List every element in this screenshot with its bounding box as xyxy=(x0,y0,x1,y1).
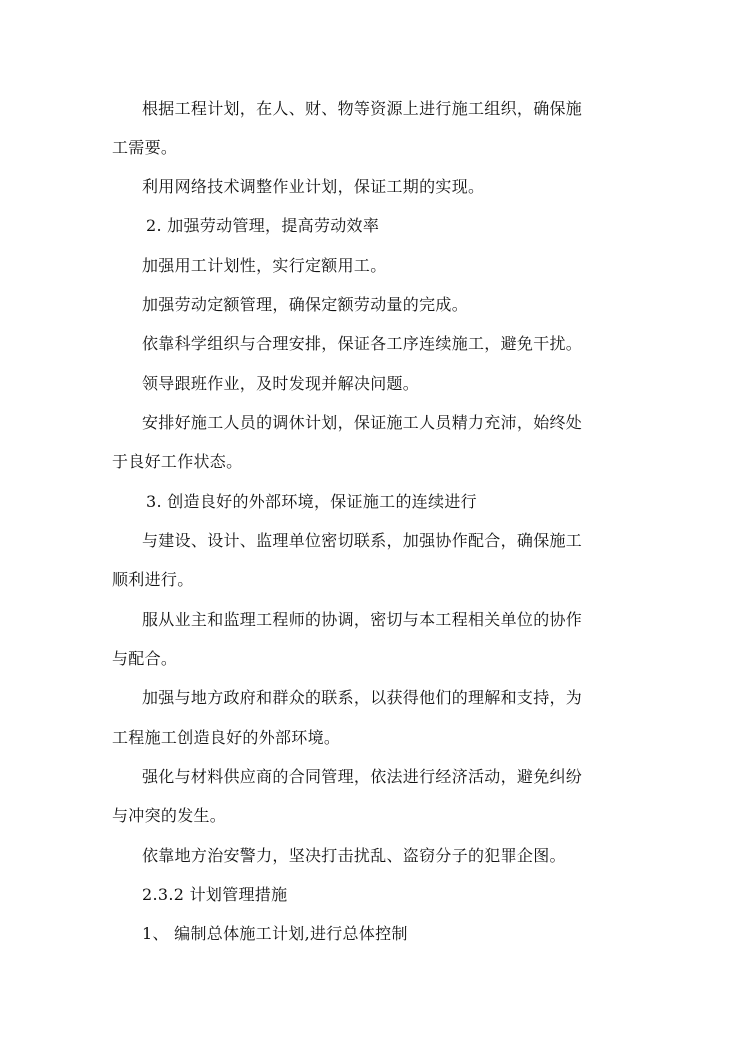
paragraph-owner-supervisor: 服从业主和监理工程师的协调，密切与本工程相关单位的协作 xyxy=(142,610,583,629)
paragraph-owner-supervisor-cont: 与配合。 xyxy=(112,649,178,668)
paragraph-public-security: 依靠地方治安警力，坚决打击扰乱、盗窃分子的犯罪企图。 xyxy=(142,846,566,865)
paragraph-supplier-contracts-cont: 与冲突的发生。 xyxy=(112,806,227,825)
paragraph-local-government-cont: 工程施工创造良好的外部环境。 xyxy=(112,728,341,747)
paragraph-scientific-organization: 依靠科学组织与合理安排，保证各工序连续施工，避免干扰。 xyxy=(142,334,583,353)
paragraph-network-plan: 利用网络技术调整作业计划，保证工期的实现。 xyxy=(142,177,485,196)
paragraph-supplier-contracts: 强化与材料供应商的合同管理，依法进行经济活动，避免纠纷 xyxy=(142,767,583,786)
list-item-overall-plan: 1、 编制总体施工计划,进行总体控制 xyxy=(142,924,408,943)
paragraph-leadership-shift: 领导跟班作业，及时发现并解决问题。 xyxy=(142,374,420,393)
section-heading-plan-management: 2.3.2 计划管理措施 xyxy=(142,885,288,904)
paragraph-labor-plan: 加强用工计划性，实行定额用工。 xyxy=(142,256,387,275)
paragraph-rest-schedule: 安排好施工人员的调休计划，保证施工人员精力充沛，始终处 xyxy=(142,413,583,432)
paragraph-local-government: 加强与地方政府和群众的联系，以获得他们的理解和支持，为 xyxy=(142,688,583,707)
paragraph-labor-quota: 加强劳动定额管理，确保定额劳动量的完成。 xyxy=(142,295,469,314)
paragraph-resource-organization: 根据工程计划，在人、财、物等资源上进行施工组织，确保施 xyxy=(142,99,583,118)
section-heading-labor-management: 2. 加强劳动管理，提高劳动效率 xyxy=(146,216,380,235)
paragraph-coordination: 与建设、设计、监理单位密切联系，加强协作配合，确保施工 xyxy=(142,531,583,550)
paragraph-rest-schedule-cont: 于良好工作状态。 xyxy=(112,452,243,471)
paragraph-resource-organization-cont: 工需要。 xyxy=(112,138,178,157)
section-heading-external-environment: 3. 创造良好的外部环境，保证施工的连续进行 xyxy=(146,492,477,511)
paragraph-coordination-cont: 顺利进行。 xyxy=(112,570,194,589)
